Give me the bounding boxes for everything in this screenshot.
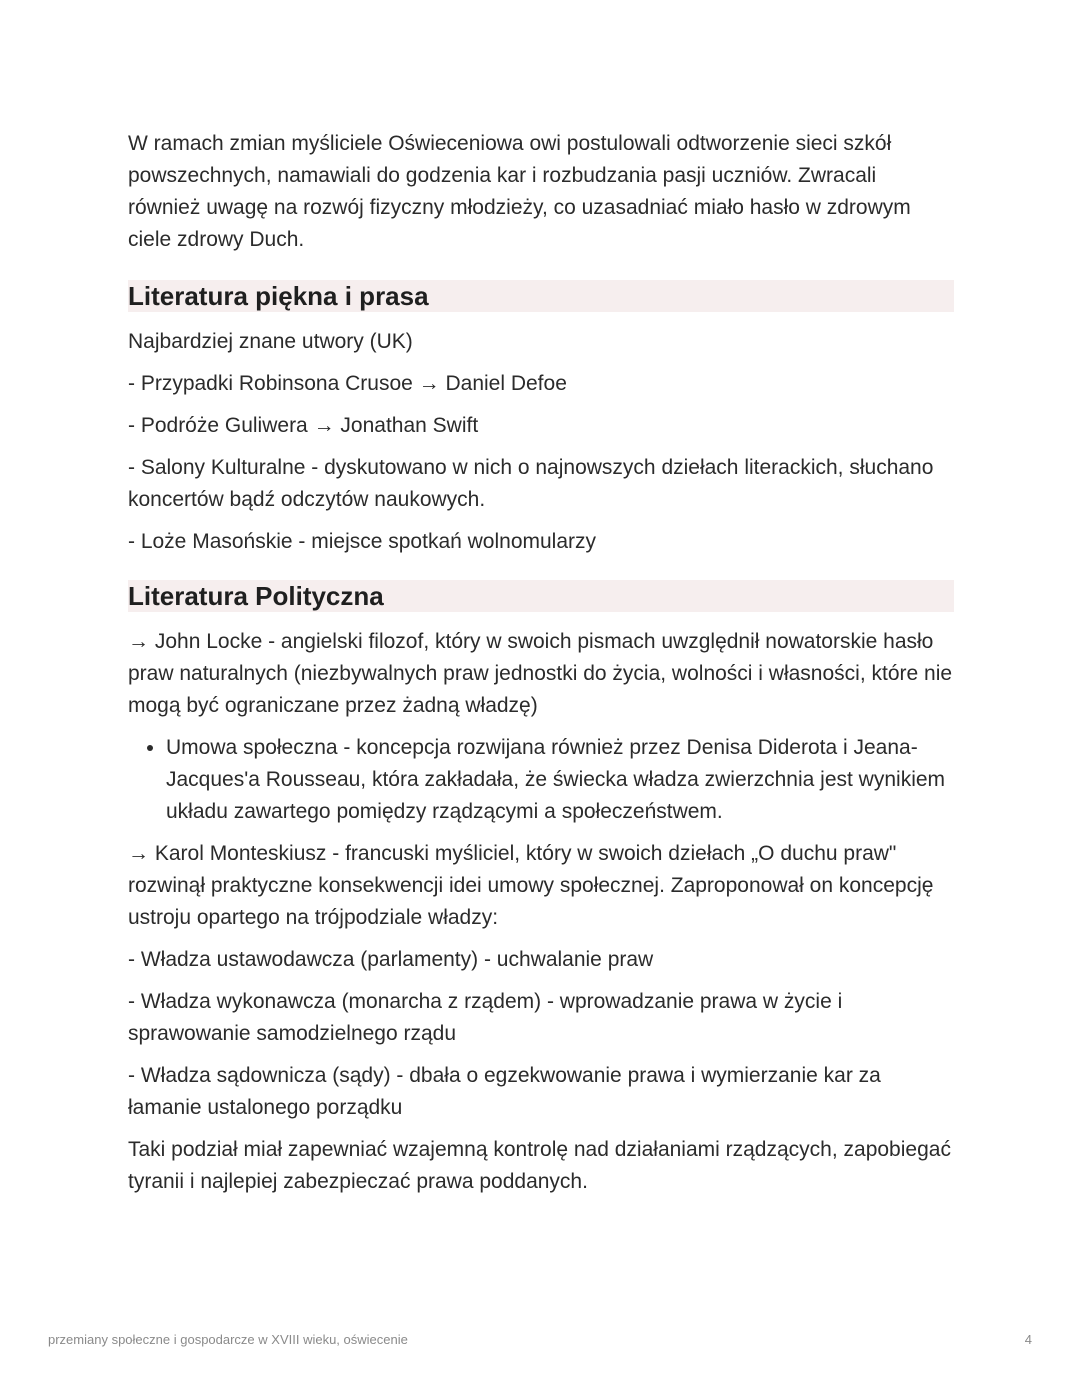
power-sadownicza: - Władza sądownicza (sądy) - dbała o egzekwowanie prawa i wymierzanie kar za łamanie ustalonego porządku bbox=[128, 1064, 881, 1119]
paragraph-conclusion: Taki podział miał zapewniać wzajemną kontrolę nad działaniami rządzących, zapobiegać tyranii i najlepiej zabezpieczać prawa poddanych. bbox=[128, 1138, 951, 1193]
section-heading-literatura-piekna: Literatura piękna i prasa bbox=[128, 280, 954, 312]
bullet-umowa-spoleczna: • Umowa społeczna - koncepcja rozwijana również przez Denisa Diderota i Jeana-Jacques'a Rousseau, która zakładała, że świecka władza zwierzchnia jest wynikiem układu zawartego pomiędzy rządzącymi a społeczeństwem. bbox=[166, 732, 954, 828]
section-heading-literatura-polityczna: Literatura Polityczna bbox=[128, 580, 954, 612]
bullet-list bbox=[128, 732, 954, 828]
paragraph-najbardziej-znane: Najbardziej znane utwory (UK) bbox=[128, 330, 413, 353]
power-ustawodawcza: - Władza ustawodawcza (parlamenty) - uchwalanie praw bbox=[128, 948, 654, 971]
page-number: 4 bbox=[1024, 1332, 1032, 1347]
page-footer bbox=[48, 1332, 1032, 1347]
paragraph-monteskiusz: → Karol Monteskiusz - francuski myśliciel, który w swoich dziełach „O duchu praw" rozwinął praktyczne konsekwencji idei umowy społecznej. Zaproponował on koncepcję ustroju opartego na trójpodziale władzy: bbox=[128, 842, 934, 929]
power-wykonawcza: - Władza wykonawcza (monarcha z rządem) - wprowadzanie prawa w życie i sprawowanie samodzielnego rządu bbox=[128, 990, 843, 1045]
footer-title: przemiany społeczne i gospodarcze w XVIII wieku, oświecenie bbox=[48, 1332, 408, 1347]
list-item-salony: - Salony Kulturalne - dyskutowano w nich o najnowszych dziełach literackich, słuchano koncertów bądź odczytów naukowych. bbox=[128, 456, 934, 511]
list-item-loze: - Loże Masońskie - miejsce spotkań wolnomularzy bbox=[128, 530, 597, 553]
list-item-robinson: - Przypadki Robinsona Crusoe → Daniel Defoe bbox=[128, 372, 567, 395]
intro-paragraph: W ramach zmian myśliciele Oświeceniowa owi postulowali odtworzenie sieci szkół powszechnych, namawiali do godzenia kar i rozbudzania pasji uczniów. Zwracali również uwagę na rozwój fizyczny młodzieży, co uzasadniać miało hasło w zdrowym ciele zdrowy Duch. bbox=[128, 132, 911, 251]
list-item-guliwer: - Podróże Guliwera → Jonathan Swift bbox=[128, 414, 479, 437]
paragraph-locke: → John Locke - angielski filozof, który w swoich pismach uwzględnił nowatorskie hasło praw naturalnych (niezbywalnych praw jednostki do życia, wolności i własności, które nie mogą być ograniczane przez żadną władzę) bbox=[128, 630, 953, 717]
document-body bbox=[128, 128, 954, 1208]
